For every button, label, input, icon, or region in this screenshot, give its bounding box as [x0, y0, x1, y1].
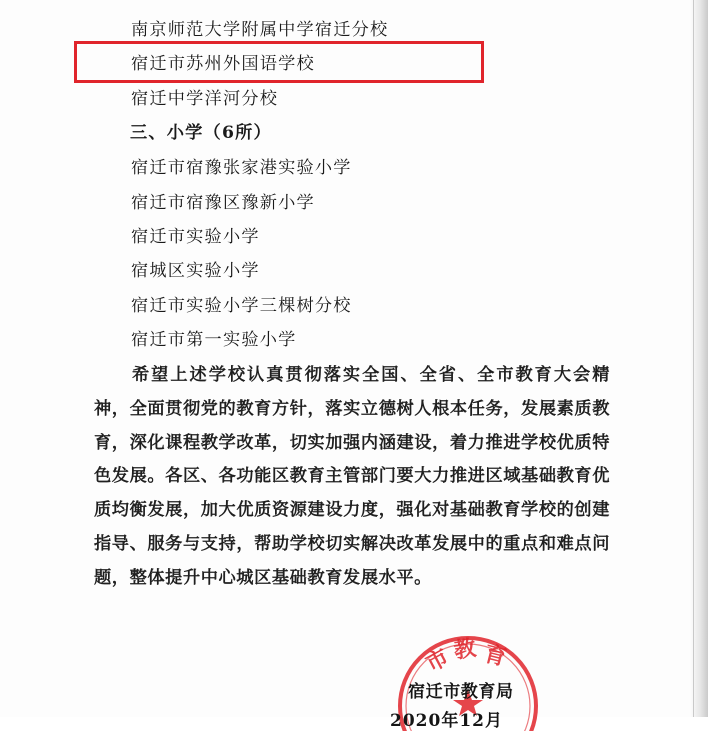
- signature-authority: 宿迁市教育局: [408, 682, 514, 702]
- school-suqian-yanghe: 宿迁中学洋河分校: [131, 89, 279, 109]
- school-nanjing-normal-suqian: 南京师范大学附属中学宿迁分校: [131, 20, 389, 40]
- seal-char-2: 教: [452, 635, 478, 664]
- school-primary-3: 宿迁市实验小学: [131, 227, 260, 247]
- seal-char-3: 育: [481, 640, 510, 672]
- school-primary-4: 宿城区实验小学: [131, 261, 260, 281]
- closing-paragraph: 希望上述学校认真贯彻落实全国、全省、全市教育大会精神，全面贯彻党的教育方针，落实立德树人根本任务，发展素质教育，深化课程教学改革，切实加强内涵建设，着力推进学校优质特色发展。各区、各功能区教育主管部门要大力推进区域基础教育优质均衡发展，加大优质资源建设力度，强化对基础教育学校的创建指导、服务与支持，帮助学校切实解决改革发展中的重点和难点问题，整体提升中心城区基础教育发展水平。: [94, 365, 610, 588]
- seal-char-1: 市: [421, 644, 454, 678]
- section-heading-primary: 三、小学（6所）: [130, 123, 272, 143]
- page-edge-line: [693, 0, 694, 717]
- school-primary-1: 宿迁市宿豫张家港实验小学: [131, 158, 352, 178]
- school-primary-2: 宿迁市宿豫区豫新小学: [131, 193, 315, 213]
- school-suzhou-foreign-language: 宿迁市苏州外国语学校: [131, 54, 315, 74]
- school-primary-5: 宿迁市实验小学三棵树分校: [131, 296, 352, 316]
- school-primary-6: 宿迁市第一实验小学: [131, 330, 297, 350]
- highlight-box: [74, 41, 484, 83]
- issue-date: 2020年12月: [390, 711, 503, 731]
